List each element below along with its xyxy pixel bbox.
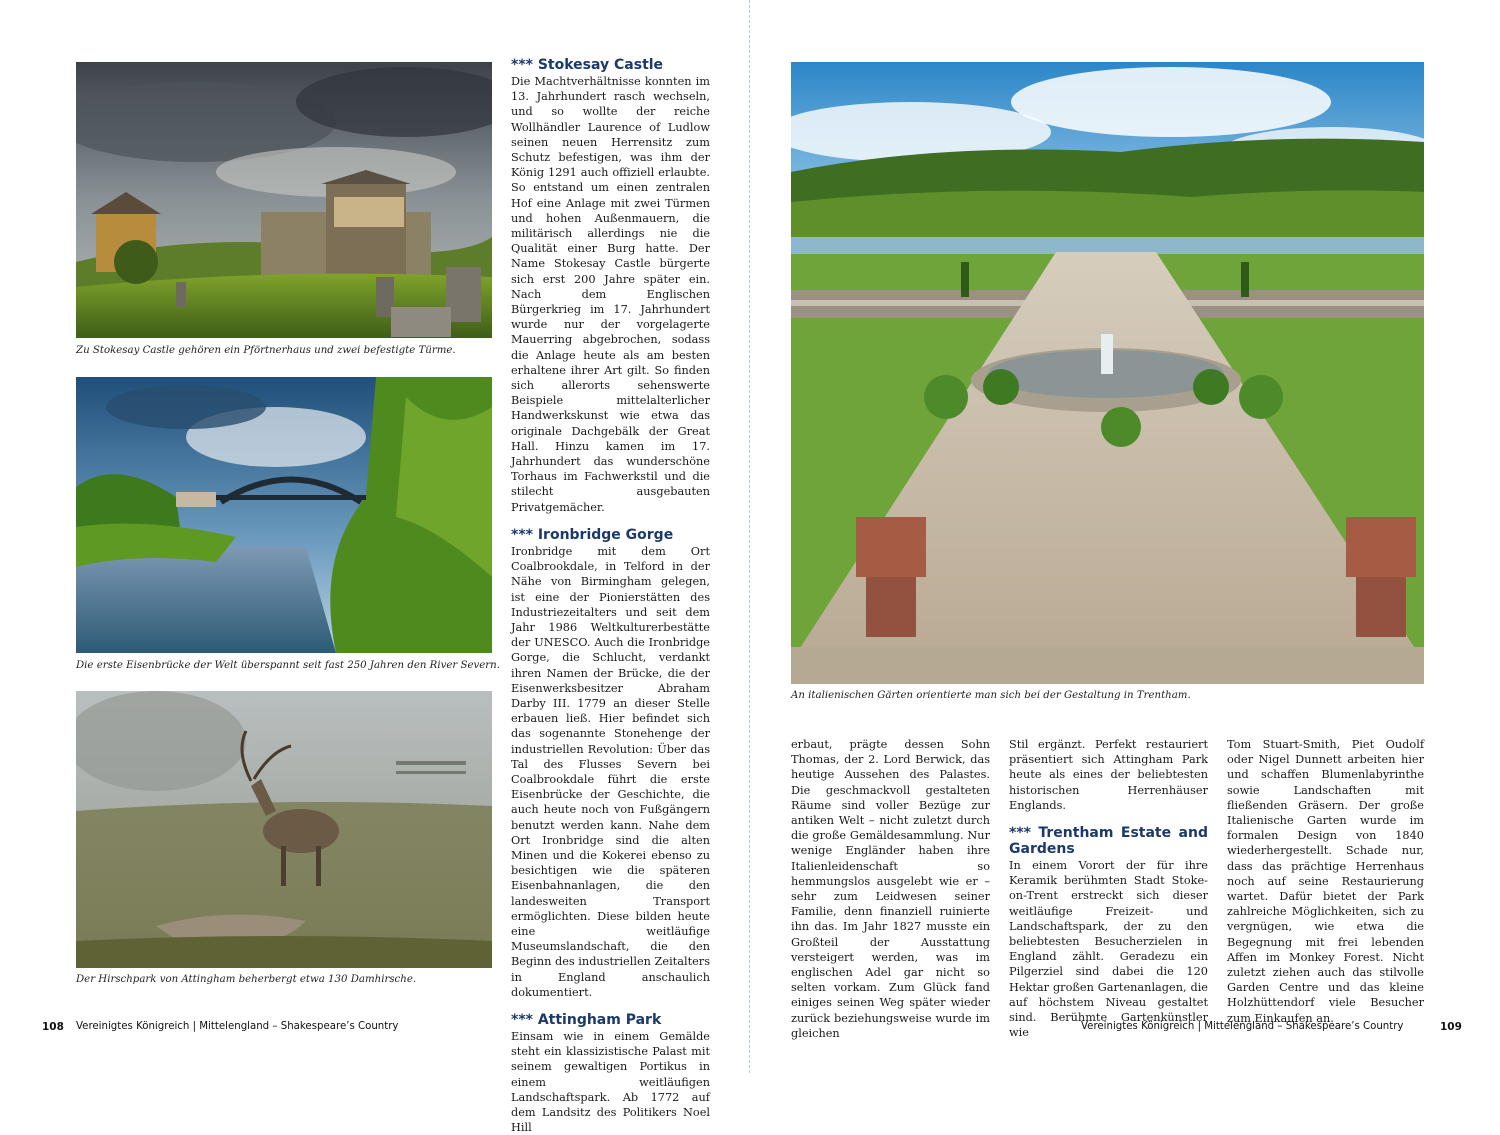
heading-stokesay-castle: *** Stokesay Castle <box>511 57 664 73</box>
running-footer-left: Vereinigtes Königreich | Mittelengland – Shakespeare’s Country <box>76 1021 399 1032</box>
body-attingham-continued: erbaut, prägte dessen Sohn Thomas, der 2. Lord Berwick, das heutige Aussehen des Palastes. Die geschmackvoll gestalteten Räume sind voller Bezüge zur antiken Welt – nicht zuletzt durch die große Gemäldesammlung. Nur wenige Engländer haben ihre Italienleidenschaft so hemmungslos ausgelebt wie er – sehr zum Leidwesen seiner Familie, denn finanziell ruinierte ihn das. Im Jahr 1827 musste ein Großteil der Ausstattung versteigert werden, was im englischen Adel gar nicht so selten vorkam. Zum Glück fand einiges seinen Weg später wieder zurück beziehungsweise wurde im gleichen <box>791 738 990 1040</box>
page-number-left: 108 <box>42 1021 64 1033</box>
stokesay-castle-photo <box>76 62 492 338</box>
right-column-1 <box>791 737 990 1041</box>
heading-ironbridge-gorge: *** Ironbridge Gorge <box>511 526 674 543</box>
trentham-garden-photo <box>791 62 1424 684</box>
body-ironbridge-gorge: Ironbridge mit dem Ort Coalbrookdale, in Telford in der Nähe von Birmingham gelegen, ist eine der Pionierstätten des Industriezeitalters und seit dem Jahr 1986 Weltkulturerbestätte der UNESCO. Auch die Ironbridge Gorge, die Schlucht, verdankt ihren Namen der Brücke, die der Eisenwerksbesitzer Abraham Darby III. 1779 an dieser Stelle erbauen ließ. Hier befindet sich das sogenannte Stonehenge der industriellen Revolution: Über das Tal des Flusses Severn bei Coalbrookdale führt die erste Eisenbrücke der Geschichte, die auch heute noch von Fußgängern benutzt werden kann. Nahe dem Ort Ironbridge sind die alten Minen und die Kokerei ebenso zu besichtigen wie die späteren Eisenbahnanlagen, die den landesweiten Transport ermöglichten. Diese bilden heute eine weitläufige Museumslandschaft, die den Beginn des industriellen Zeitalters in England anschaulich dokumentiert. <box>511 544 710 999</box>
deer-photo-icon <box>76 691 492 968</box>
body-trentham-continued: Tom Stuart-Smith, Piet Oudolf oder Nigel Dunnett arbeiten hier und schaffen Blumenlabyrinthe sowie Landschaften mit fließenden Gräsern. Der große Italienische Garten wurde im formalen Design von 1840 wiederhergestellt. Schade nur, dass das prächtige Herrenhaus noch auf seine Restaurierung wartet. Dafür bietet der Park zahlreiche Möglichkeiten, sich zu vergnügen, wie etwa die Begegnung mit frei lebenden Affen im Monkey Forest. Nicht zuletzt ziehen auch das stilvolle Garden Centre und das kleine Holzhüttendorf viele Besucher zum Einkaufen an. <box>1227 738 1424 1025</box>
body-attingham-end: Stil ergänzt. Perfekt restauriert präsentiert sich Attingham Park heute als eines der beliebtesten historischen Herrenhäuser Englands. <box>1009 738 1208 812</box>
deer-photo <box>76 691 492 968</box>
trentham-caption: An italienischen Gärten orientierte man sich bei der Gestaltung in Trentham. <box>791 690 1191 701</box>
page-gutter <box>749 0 750 1073</box>
body-trentham-estate: In einem Vorort der für ihre Keramik berühmten Stadt Stoke-on-Trent erstreckt sich dieser weitläufige Freizeit- und Landschaftspark, der zu den beliebtesten Besucherzielen in England zählt. Geradezu ein Pilgerziel sind dabei die 120 Hektar großen Gartenanlagen, die auf höchstem Niveau gestaltet sind. Berühmte Gartenkünstler wie <box>1009 859 1208 1040</box>
heading-attingham-park: *** Attingham Park <box>511 1011 662 1028</box>
body-attingham-park: Einsam wie in einem Gemälde steht ein klassizistische Palast mit seinem gewaltigen Portikus in einem weitläufigen Landschaftspark. Ab 1772 auf dem Landsitz des Politikers Noel Hill <box>511 1029 710 1135</box>
stokesay-caption: Zu Stokesay Castle gehören ein Pförtnerhaus und zwei befestigte Türme. <box>76 345 456 356</box>
castle-photo-icon <box>76 62 492 338</box>
right-column-3 <box>1227 737 1424 1026</box>
running-footer-right: Vereinigtes Königreich | Mittelengland – Shakespeare’s Country <box>1081 1021 1404 1032</box>
attingham-caption: Der Hirschpark von Attingham beherbergt etwa 130 Damhirsche. <box>76 974 417 985</box>
heading-trentham-estate: *** Trentham Estate and Gardens <box>1009 825 1208 858</box>
right-column-2 <box>1009 737 1208 1040</box>
ironbridge-photo <box>76 377 492 653</box>
ironbridge-caption: Die erste Eisenbrücke der Welt überspannt seit fast 250 Jahren den River Severn. <box>76 660 500 671</box>
bridge-photo-icon <box>76 377 492 653</box>
left-text-column <box>511 57 710 1135</box>
page-number-right: 109 <box>1440 1021 1462 1033</box>
body-stokesay-castle: Die Machtverhältnisse konnten im 13. Jahrhundert rasch wechseln, und so wollte der reiche Wollhändler Laurence of Ludlow seinen neuen Herrensitz zum Schutz befestigen, was ihm der König 1291 auch offiziell erlaubte. So entstand um einen zentralen Hof eine Anlage mit zwei Türmen und hohen Außenmauern, die militärisch allerdings nie die Qualität einer Burg hatte. Der Name Stokesay Castle bürgerte sich erst 200 Jahre später ein. Nach dem Englischen Bürgerkrieg im 17. Jahrhundert wurde nur der vorgelagerte Mauerring abgebrochen, sodass die Anlage heute als am besten erhaltene ihrer Art gilt. So finden sich allerorts sehenswerte Beispiele mittelalterlicher Handwerkskunst wie etwa das originale Dachgebälk der Great Hall. Hinzu kamen im 17. Jahrhundert das wunderschöne Torhaus im Fachwerkstil und die stilecht ausgebauten Privatgemächer. <box>511 75 710 514</box>
garden-photo-icon <box>791 62 1424 684</box>
